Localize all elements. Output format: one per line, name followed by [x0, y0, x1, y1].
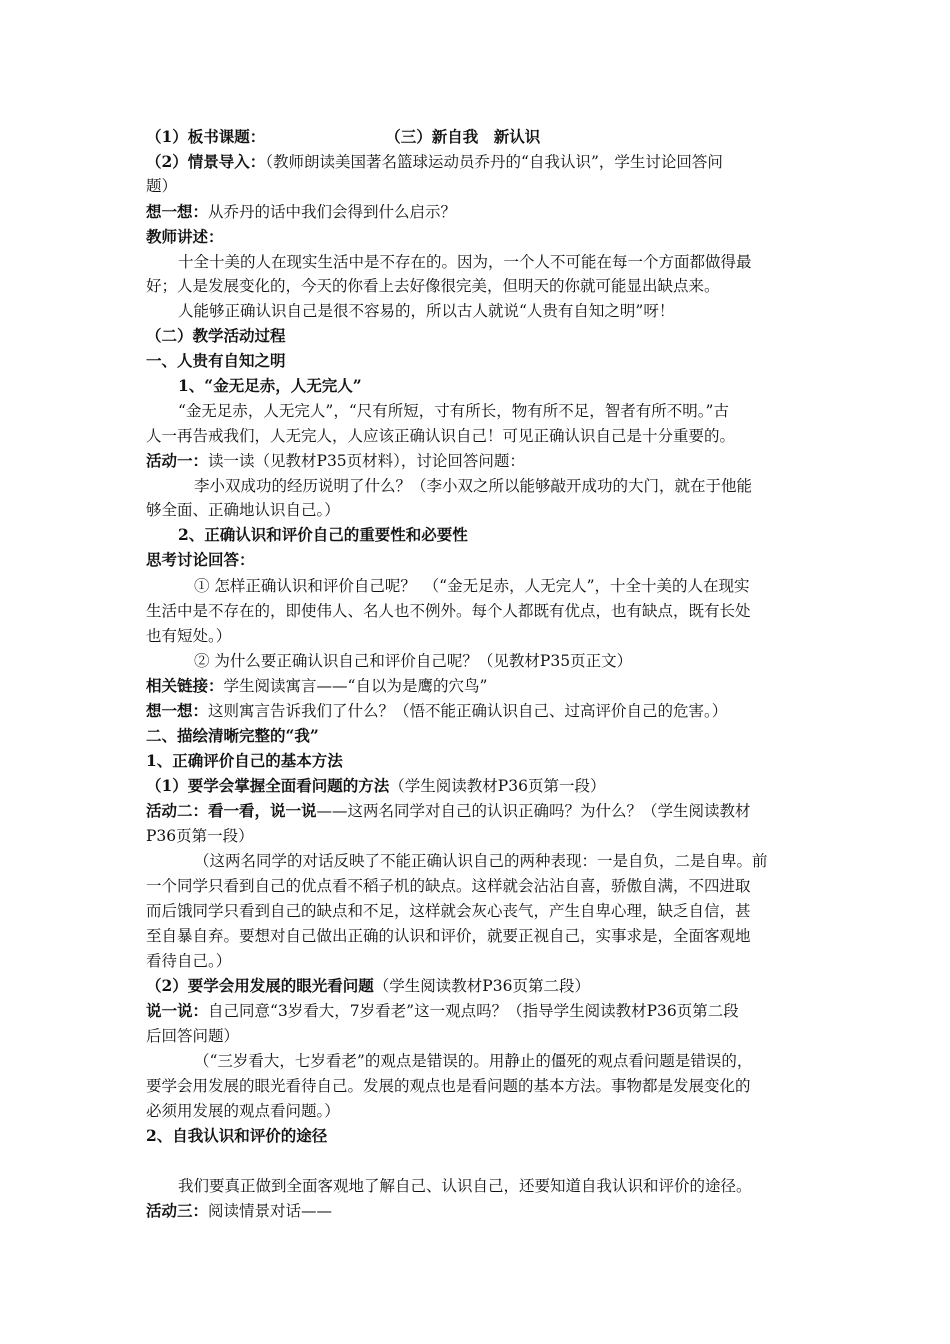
paragraph-line: 而后饿同学只看到自己的缺点和不足，这样就会灰心丧气，产生自卑心理，缺乏自信，甚: [146, 902, 751, 920]
paragraph-line: 我们要真正做到全面客观地了解自己、认识自己，还要知道自我认识和评价的途径。: [178, 1177, 752, 1195]
line-text: 这则寓言告诉我们了什么？（悟不能正确认识自己、过高评价自己的危害。）: [208, 702, 728, 720]
paragraph-line: P36页第一段）: [146, 827, 254, 845]
paragraph-line: 生活中是不存在的，即使伟人、名人也不例外。每个人都既有优点，也有缺点，既有长处: [146, 602, 751, 620]
board-title: （三）新自我 新认识: [385, 127, 541, 146]
paragraph-line: 也有短处。）: [146, 627, 232, 645]
section-heading: 一、人贵有自知之明: [146, 351, 286, 370]
line-method-1: [146, 776, 605, 796]
line-text: （学生阅读教材P36页第一段）: [389, 777, 606, 795]
paragraph-line: 一个同学只看到自己的优点看不稻子机的缺点。这样就会沾沾自喜，骄傲自满，不四进取: [146, 877, 751, 895]
line-text: 读一读（见教材P35页材料），讨论回答问题：: [208, 452, 525, 470]
paragraph-line: 人一再告戒我们，人无完人，人应该正确认识自己！可见正确认识自己是十分重要的。: [146, 427, 736, 445]
line-4: [146, 202, 456, 222]
section-heading: 二、描绘清晰完整的“我”: [146, 726, 319, 745]
paragraph-line: 好；人是发展变化的，今天的你看上去好像很完美，但明天的你就可能显出缺点来。: [146, 277, 720, 295]
paragraph-line: 人能够正确认识自己是很不容易的，所以古人就说“人贵有自知之明”呀！: [178, 302, 675, 320]
think-label: 想一想：: [146, 202, 209, 221]
paragraph-line: 十全十美的人在现实生活中是不存在的。因为，一个人不可能在每一个方面都做得最: [178, 253, 752, 271]
paragraph-line: 必须用发展的观点看问题。）: [146, 1102, 340, 1120]
paragraph-line: 李小双成功的经历说明了什么？（李小双之所以能够敲开成功的大门，就在于他能: [194, 477, 753, 495]
line-activity-3: [146, 1201, 332, 1221]
section-heading: （二）教学活动过程: [146, 326, 286, 345]
teacher-label: 教师讲述：: [146, 227, 224, 246]
paragraph-line: “金无足赤，人无完人”，“尺有所短，寸有所长，物有所不足，智者有所不明。”古: [178, 402, 729, 420]
line-text: 从乔丹的话中我们会得到什么启示？: [208, 203, 457, 221]
line-text: （学生阅读教材P36页第二段）: [373, 977, 590, 995]
line-think-2: [146, 701, 727, 721]
line-text: 自己同意“3岁看大，7岁看老”这一观点吗？（指导学生阅读教材P36页第二段: [208, 1002, 739, 1020]
scene-intro-text: （教师朗读美国著名篮球运动员乔丹的“自我认识”，学生讨论回答问: [265, 153, 723, 171]
subsection-heading: 2、自我认识和评价的途径: [146, 1126, 328, 1145]
method-label: （2）要学会用发展的眼光看问题: [146, 976, 374, 995]
line-text: 学生阅读寓言——“自以为是鹰的穴鸟”: [223, 677, 488, 695]
line-3: [146, 176, 177, 196]
paragraph-line: 要学会用发展的眼光看待自己。发展的观点也是看问题的基本方法。事物都是发展变化的: [146, 1077, 751, 1095]
paragraph-line: 够全面、正确地认识自己。）: [146, 501, 340, 519]
paragraph-line: 看待自己。）: [146, 952, 232, 970]
subsection-heading: 1、正确评价自己的基本方法: [146, 751, 343, 770]
scene-intro-label: （2）情景导入：: [146, 152, 266, 171]
think-label: 想一想：: [146, 701, 209, 720]
paragraph-line: 至自暴自弃。要想对自己做出正确的认识和评价，就要正视自己，实事求是，全面客观地: [146, 927, 751, 945]
line-text: ——这两名同学对自己的认识正确吗？为什么？（学生阅读教材: [316, 802, 751, 820]
paragraph-line: （这两名同学的对话反映了不能正确认识自己的两种表现：一是自负，二是自卑。前: [194, 852, 768, 870]
related-link-label: 相关链接：: [146, 676, 224, 695]
paragraph-line: 后回答问题）: [146, 1027, 240, 1045]
paragraph-line: （“三岁看大，七岁看老”的观点是错误的。用静止的僵死的观点看问题是错误的，: [194, 1052, 753, 1070]
activity-label: 活动三：: [146, 1201, 209, 1220]
line-activity-2: [146, 801, 751, 821]
paragraph-line: ① 怎样正确认识和评价自己呢？ （“金无足赤，人无完人”，十全十美的人在现实: [194, 577, 750, 595]
line-say: [146, 1001, 739, 1021]
method-label: （1）要学会掌握全面看问题的方法: [146, 776, 390, 795]
line-2: [146, 152, 723, 172]
subsection-heading: 1、“金无足赤，人无完人”: [178, 376, 362, 395]
discussion-label: 思考讨论回答：: [146, 550, 255, 569]
line-activity-1: [146, 451, 525, 471]
board-title-label: （1）板书课题：: [146, 127, 266, 146]
activity-label: 活动二：看一看，说一说: [146, 801, 317, 820]
say-label: 说一说：: [146, 1001, 209, 1020]
paragraph-line: ② 为什么要正确认识自己和评价自己呢？（见教材P35页正文）: [194, 652, 633, 670]
line-method-2: [146, 976, 590, 996]
line-related-link: [146, 676, 487, 696]
activity-label: 活动一：: [146, 451, 209, 470]
subsection-heading: 2、正确认识和评价自己的重要性和必要性: [178, 525, 468, 544]
line-text: 阅读情景对话——: [208, 1202, 333, 1220]
line-text: 题）: [146, 177, 178, 195]
line-1: [146, 127, 540, 147]
